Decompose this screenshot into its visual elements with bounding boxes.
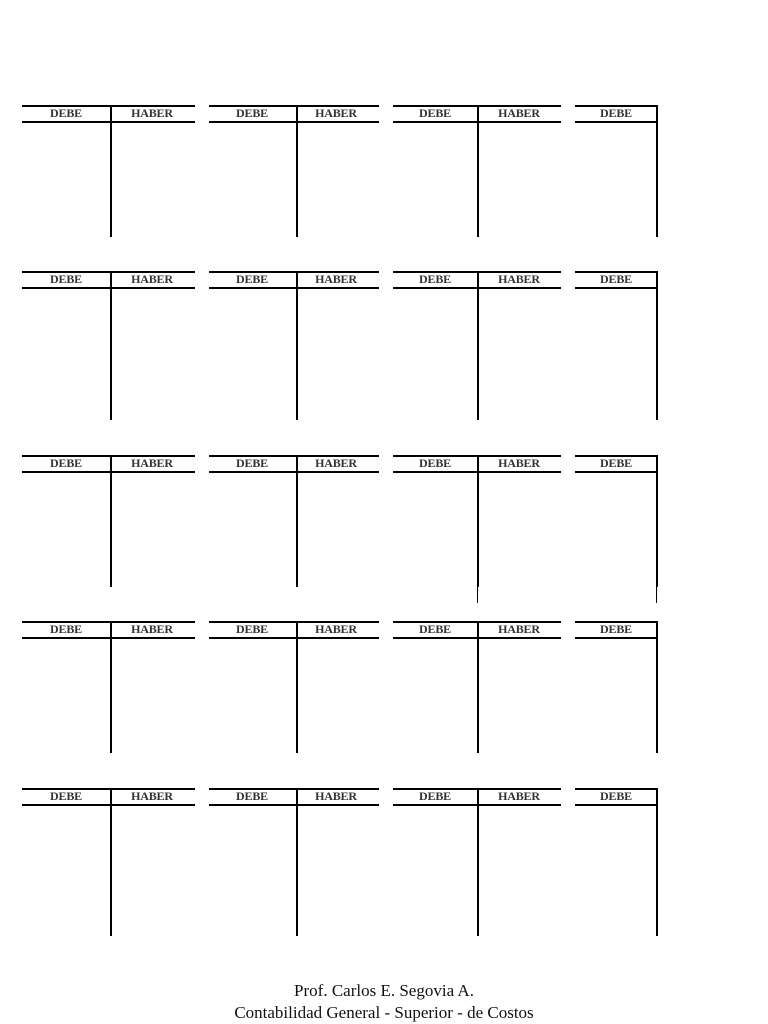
header-bottom-rule xyxy=(575,804,658,806)
debit-credit-divider xyxy=(110,455,112,587)
header-bottom-rule xyxy=(209,637,379,639)
header-bottom-rule xyxy=(575,637,658,639)
rule-stub xyxy=(656,587,657,603)
header-bottom-rule xyxy=(209,287,379,289)
credit-label: HABER xyxy=(315,789,357,803)
debit-credit-divider xyxy=(656,455,658,587)
t-account-partial xyxy=(575,788,658,936)
header-bottom-rule xyxy=(22,287,195,289)
header-bottom-rule xyxy=(575,287,658,289)
debit-label: DEBE xyxy=(236,789,268,803)
header-bottom-rule xyxy=(209,121,379,123)
header-bottom-rule xyxy=(209,471,379,473)
debit-label: DEBE xyxy=(50,622,82,636)
debit-label: DEBE xyxy=(236,622,268,636)
debit-credit-divider xyxy=(477,271,479,420)
debit-label: DEBE xyxy=(600,622,632,636)
t-account xyxy=(22,621,195,753)
debit-label: DEBE xyxy=(50,106,82,120)
credit-label: HABER xyxy=(498,456,540,470)
debit-credit-divider xyxy=(656,621,658,753)
header-bottom-rule xyxy=(22,804,195,806)
credit-label: HABER xyxy=(498,622,540,636)
debit-credit-divider xyxy=(110,271,112,420)
t-account-row xyxy=(0,621,768,791)
header-bottom-rule xyxy=(22,471,195,473)
header-bottom-rule xyxy=(575,471,658,473)
debit-credit-divider xyxy=(110,105,112,237)
credit-label: HABER xyxy=(315,106,357,120)
credit-label: HABER xyxy=(315,456,357,470)
t-account xyxy=(22,271,195,420)
debit-credit-divider xyxy=(477,105,479,237)
debit-credit-divider xyxy=(477,621,479,753)
credit-label: HABER xyxy=(131,272,173,286)
debit-credit-divider xyxy=(477,455,479,587)
debit-label: DEBE xyxy=(419,106,451,120)
debit-credit-divider xyxy=(296,621,298,753)
debit-credit-divider xyxy=(296,105,298,237)
t-account xyxy=(209,788,379,936)
header-bottom-rule xyxy=(22,121,195,123)
debit-credit-divider xyxy=(110,788,112,936)
t-account-partial xyxy=(575,271,658,420)
t-account xyxy=(393,621,561,753)
debit-label: DEBE xyxy=(600,456,632,470)
debit-label: DEBE xyxy=(600,106,632,120)
footer-course: Contabilidad General - Superior - de Costos xyxy=(234,1003,534,1022)
footer-author: Prof. Carlos E. Segovia A. xyxy=(294,981,474,1000)
credit-label: HABER xyxy=(131,622,173,636)
debit-credit-divider xyxy=(656,105,658,237)
debit-label: DEBE xyxy=(600,272,632,286)
t-account-row xyxy=(0,455,768,625)
t-account xyxy=(209,621,379,753)
t-account-partial xyxy=(575,105,658,237)
t-account xyxy=(393,788,561,936)
debit-credit-divider xyxy=(110,621,112,753)
header-bottom-rule xyxy=(209,804,379,806)
credit-label: HABER xyxy=(131,106,173,120)
debit-label: DEBE xyxy=(600,789,632,803)
t-account-row xyxy=(0,105,768,275)
debit-credit-divider xyxy=(296,271,298,420)
credit-label: HABER xyxy=(498,789,540,803)
credit-label: HABER xyxy=(315,272,357,286)
credit-label: HABER xyxy=(498,272,540,286)
debit-label: DEBE xyxy=(236,456,268,470)
debit-credit-divider xyxy=(296,788,298,936)
debit-credit-divider xyxy=(656,271,658,420)
t-account xyxy=(22,788,195,936)
debit-credit-divider xyxy=(656,788,658,936)
debit-label: DEBE xyxy=(50,272,82,286)
t-account xyxy=(393,105,561,237)
t-account-partial xyxy=(575,621,658,753)
t-account xyxy=(393,271,561,420)
t-account xyxy=(209,271,379,420)
debit-label: DEBE xyxy=(50,456,82,470)
t-account-partial xyxy=(575,455,658,587)
rule-stub xyxy=(477,587,478,603)
debit-credit-divider xyxy=(477,788,479,936)
debit-label: DEBE xyxy=(50,789,82,803)
debit-label: DEBE xyxy=(419,622,451,636)
t-account-row xyxy=(0,788,768,958)
t-account xyxy=(209,455,379,587)
header-bottom-rule xyxy=(575,121,658,123)
debit-label: DEBE xyxy=(236,106,268,120)
t-account xyxy=(393,455,561,587)
debit-label: DEBE xyxy=(419,272,451,286)
credit-label: HABER xyxy=(498,106,540,120)
header-bottom-rule xyxy=(22,637,195,639)
debit-credit-divider xyxy=(296,455,298,587)
t-account xyxy=(22,455,195,587)
debit-label: DEBE xyxy=(236,272,268,286)
t-account xyxy=(209,105,379,237)
debit-label: DEBE xyxy=(419,456,451,470)
t-account-row xyxy=(0,271,768,441)
credit-label: HABER xyxy=(131,789,173,803)
credit-label: HABER xyxy=(315,622,357,636)
debit-label: DEBE xyxy=(419,789,451,803)
credit-label: HABER xyxy=(131,456,173,470)
t-account xyxy=(22,105,195,237)
